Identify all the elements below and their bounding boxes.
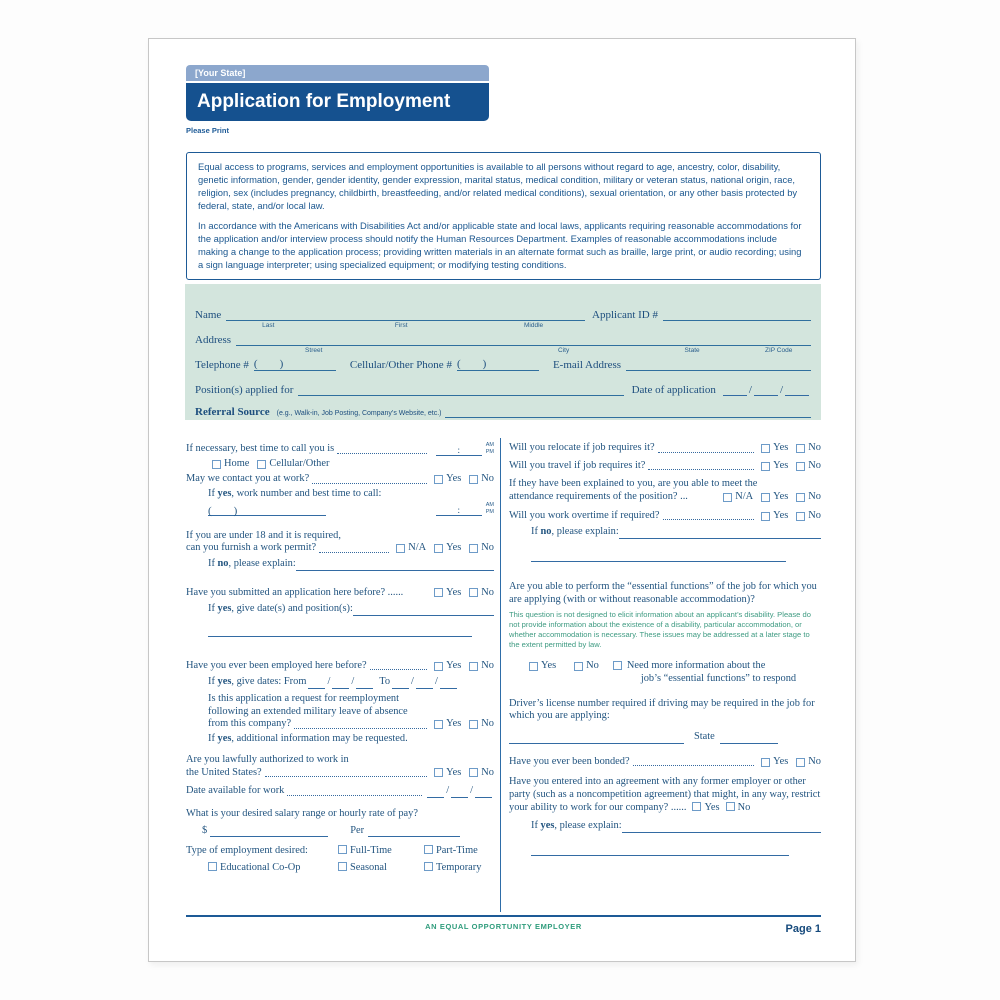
na-checkbox[interactable]: [723, 493, 732, 502]
please-print-note: Please Print: [186, 126, 229, 135]
yes-checkbox[interactable]: [761, 512, 770, 521]
temporary-checkbox[interactable]: [424, 862, 433, 871]
applicant-id-line[interactable]: [663, 308, 811, 321]
name-sub-first: First: [394, 322, 408, 329]
na-checkbox[interactable]: [396, 544, 405, 553]
questions-section: [186, 434, 821, 912]
telephone-label: Telephone #: [195, 359, 249, 371]
question-bonded: Have you ever been bonded? Yes No: [509, 755, 821, 767]
position-row: [195, 371, 811, 396]
to-label: To: [379, 676, 391, 688]
no-checkbox[interactable]: [796, 493, 805, 502]
name-label: Name: [195, 309, 222, 321]
overtime-explain-row: If no, please explain:: [531, 526, 821, 539]
page-number: Page 1: [785, 923, 821, 935]
address-label: Address: [195, 334, 232, 346]
cellular-line[interactable]: ( ): [457, 358, 539, 371]
question-employed-before: Have you ever been employed here before? Yes No: [186, 659, 494, 671]
overtime-explain-extra-row: [531, 551, 821, 567]
educational-co-op-checkbox[interactable]: [208, 862, 217, 871]
name-sub-last: Last: [262, 322, 275, 329]
employment-dates-row: If yes, give dates: From / / To / /: [208, 676, 494, 689]
yes-checkbox[interactable]: [434, 662, 443, 671]
dot-leader: [319, 552, 389, 553]
yes-checkbox[interactable]: [434, 720, 443, 729]
cellular-other-checkbox[interactable]: [257, 460, 266, 469]
no-checkbox[interactable]: [796, 758, 805, 767]
per-line[interactable]: [368, 826, 460, 837]
no-checkbox[interactable]: [574, 662, 583, 671]
question-work-permit-line1: If you are under 18 and it is required,: [186, 529, 341, 541]
question-work-permit-line2: can you furnish a work permit? N/A Yes No: [186, 542, 494, 554]
explain-line[interactable]: [622, 822, 821, 833]
home-checkbox[interactable]: [212, 460, 221, 469]
yes-checkbox[interactable]: [434, 544, 443, 553]
from-date-field[interactable]: / /: [308, 676, 373, 689]
explain-line-2[interactable]: [531, 551, 786, 562]
noncompete-explain-extra-row: [531, 845, 821, 861]
dot-leader: [265, 776, 428, 777]
permit-explain-row: If no, please explain:: [208, 558, 494, 571]
address-row: [195, 321, 811, 354]
no-checkbox[interactable]: [469, 475, 478, 484]
notice-paragraph-2: In accordance with the Americans with Disabilities Act and/or applicable state and local laws, applicants requiring reasonable accommodations for the application and/or interview process should notify the Human Resources Department. Examples of reasonable accommodations include making a change to the application process; providing written materials in an alternate format such as braille, large print, or audio recording; using a sign language interpreter; using specialized equipment; or modifying testing conditions.: [198, 219, 802, 270]
no-checkbox[interactable]: [796, 462, 805, 471]
email-line[interactable]: [626, 358, 811, 371]
no-checkbox[interactable]: [469, 544, 478, 553]
work-number-field-row: [208, 502, 494, 516]
to-date-field[interactable]: / /: [392, 676, 457, 689]
no-checkbox[interactable]: [469, 720, 478, 729]
date-available-field[interactable]: / /: [427, 785, 492, 798]
salary-line[interactable]: [210, 826, 328, 837]
question-essential-functions: Are you able to perform the “essential functions” of the job for which you are applying (with or without reasonable accommodation)?: [509, 580, 817, 605]
dot-leader: [648, 469, 754, 470]
dot-leader: [287, 795, 422, 796]
position-line[interactable]: [298, 383, 623, 396]
best-time-field[interactable]: :: [436, 445, 482, 456]
yes-checkbox[interactable]: [434, 475, 443, 484]
dates-positions-line[interactable]: [353, 605, 494, 616]
submitted-dates-row: If yes, give date(s) and position(s):: [208, 603, 494, 616]
employment-type-label: Type of employment desired:: [186, 845, 308, 857]
address-sub-state: State: [684, 347, 700, 354]
need-more-info-label: Need more information about the job’s “essential functions” to respond: [626, 660, 797, 684]
column-divider: [500, 438, 501, 912]
question-drivers-license: Driver’s license number required if driving may be required in the job for which you are applying:: [509, 697, 815, 722]
explain-line-2[interactable]: [531, 845, 789, 856]
yes-checkbox[interactable]: [692, 802, 701, 811]
question-reemployment-line2: following an extended military leave of absence: [208, 705, 408, 717]
question-salary: What is your desired salary range or hourly rate of pay?: [186, 807, 418, 819]
address-sub-city: City: [558, 347, 570, 354]
page-footer: [186, 915, 821, 935]
question-attendance-line2: attendance requirements of the position? ... N/A Yes No: [509, 491, 821, 503]
question-authorized-line1: Are you lawfully authorized to work in: [186, 753, 349, 765]
question-attendance-line1: If they have been explained to you, are you able to meet the: [509, 478, 758, 490]
dot-leader: [658, 452, 755, 453]
telephone-line[interactable]: ( ): [254, 358, 336, 371]
dot-leader: [312, 483, 427, 484]
question-noncompete: Have you entered into an agreement with any former employer or other party (such as a noncompetition agreement) that might, in any way, restrict your ability to work for our company? ...... Yes No: [509, 776, 821, 813]
seasonal-checkbox[interactable]: [338, 862, 347, 871]
employment-type-grid: Type of employment desired: Full-Time Part-Time Educational Co-Op Seasonal Temporary: [186, 845, 482, 873]
salary-field-row: [202, 825, 494, 838]
no-checkbox[interactable]: [469, 588, 478, 597]
license-state-line[interactable]: [720, 733, 778, 744]
cellular-label: Cellular/Other Phone #: [349, 359, 452, 371]
left-column: [186, 434, 494, 912]
per-label: Per: [350, 824, 365, 836]
state-label: State: [694, 731, 715, 742]
dates-positions-extra-row: [208, 626, 494, 642]
yes-checkbox[interactable]: [761, 462, 770, 471]
dot-leader: [633, 765, 755, 766]
work-number-line[interactable]: ( ): [208, 505, 326, 516]
referral-source-label: Referral Source: [195, 406, 270, 418]
question-reemployment-line3: from this company? Yes No: [208, 718, 494, 730]
yes-checkbox[interactable]: [761, 758, 770, 767]
dates-positions-line-2[interactable]: [208, 626, 472, 637]
notice-paragraph-1: Equal access to programs, services and employment opportunities is available to all persons without regard to age, ancestry, color, disability, genetic information, gender, gender identity, gender expression, marital status, medical condition, military or veteran status, national origin, race, religion, sex (includes pregnancy, childbirth, breastfeeding, and/or related medical conditions), sexual orientation, or any other basis protected by federal, state, and/or local law.: [198, 161, 798, 211]
need-more-info-checkbox[interactable]: [613, 661, 622, 670]
am-pm-label: AM PM: [485, 501, 494, 515]
name-row: [195, 296, 811, 329]
address-sub-street: Street: [305, 347, 323, 354]
yes-checkbox[interactable]: [761, 493, 770, 502]
page-title: Application for Employment: [186, 83, 489, 121]
dot-leader: [337, 453, 427, 454]
referral-row: [195, 396, 811, 418]
yes-checkbox[interactable]: [434, 588, 443, 597]
explain-line[interactable]: [296, 560, 494, 571]
equal-opportunity-text: AN EQUAL OPPORTUNITY EMPLOYER: [425, 922, 582, 931]
footer-rule: [186, 915, 821, 917]
am-pm-label: AM PM: [485, 442, 494, 455]
full-time-checkbox[interactable]: [338, 845, 347, 854]
eeo-notice-box: [186, 152, 821, 280]
essential-functions-choices: Yes No Need more information about the job’s “essential functions” to respond: [525, 660, 821, 685]
no-checkbox[interactable]: [726, 802, 735, 811]
no-checkbox[interactable]: [796, 444, 805, 453]
noncompete-explain-row: If yes, please explain:: [531, 820, 821, 833]
yes-checkbox[interactable]: [529, 662, 538, 671]
license-field-row: [509, 731, 821, 744]
dollar-sign: $: [202, 824, 208, 836]
work-call-time-field[interactable]: :: [436, 505, 482, 516]
applicant-id-label: Applicant ID #: [592, 309, 658, 321]
personal-info-section: [185, 284, 821, 420]
no-checkbox[interactable]: [469, 768, 478, 777]
date-of-application-field[interactable]: / /: [723, 384, 809, 396]
state-tab: [Your State]: [186, 65, 489, 81]
position-label: Position(s) applied for: [195, 384, 294, 396]
question-contact-at-work: May we contact you at work? Yes No: [186, 473, 494, 485]
dot-leader: [370, 669, 428, 670]
question-best-time: If necessary, best time to call you is : AM PM: [186, 442, 494, 455]
question-date-available: Date available for work / /: [186, 785, 494, 798]
question-submitted-before: Have you submitted an application here before? ...... Yes No: [186, 586, 494, 598]
right-column: [509, 434, 821, 912]
no-checkbox[interactable]: [469, 662, 478, 671]
question-reemployment-line1: Is this application a request for reemployment: [208, 693, 400, 705]
name-sub-middle: Middle: [524, 322, 544, 329]
address-sub-zip: ZIP Code: [765, 347, 793, 354]
yes-checkbox[interactable]: [434, 768, 443, 777]
explain-line[interactable]: [619, 528, 821, 539]
question-travel: Will you travel if job requires it? Yes No: [509, 459, 821, 471]
question-overtime: Will you work overtime if required? Yes No: [509, 509, 821, 521]
phone-type-choices: Home Cellular/Other: [208, 458, 494, 471]
question-relocate: Will you relocate if job requires it? Yes No: [509, 442, 821, 453]
address-field-line[interactable]: [236, 333, 811, 354]
reemployment-note: If yes, additional information may be requested.: [208, 733, 408, 745]
dot-leader: [663, 519, 755, 520]
phone-row: [195, 346, 811, 371]
form-header: [186, 65, 489, 135]
email-label: E-mail Address: [552, 359, 622, 371]
part-time-checkbox[interactable]: [424, 845, 433, 854]
no-checkbox[interactable]: [796, 512, 805, 521]
referral-source-hint: (e.g., Walk-in, Job Posting, Company’s Website, etc.): [276, 410, 442, 417]
application-form-page: [148, 38, 856, 962]
referral-source-line[interactable]: [445, 405, 811, 418]
dot-leader: [294, 728, 427, 729]
question-authorized-line2: the United States? Yes No: [186, 766, 494, 778]
work-number-prompt: If yes, work number and best time to call:: [208, 488, 382, 500]
essential-functions-note: This question is not designed to elicit information about an applicant’s disability. Please do not provide information about the existence of a disability, particular accommodation, or whether accommodation is necessary. These issues may be addressed at a later stage to the extent permitted by law.: [509, 610, 811, 650]
license-number-line[interactable]: [509, 733, 684, 744]
date-of-application-label: Date of application: [631, 384, 716, 396]
name-field-line[interactable]: [226, 308, 585, 329]
yes-checkbox[interactable]: [761, 444, 770, 453]
